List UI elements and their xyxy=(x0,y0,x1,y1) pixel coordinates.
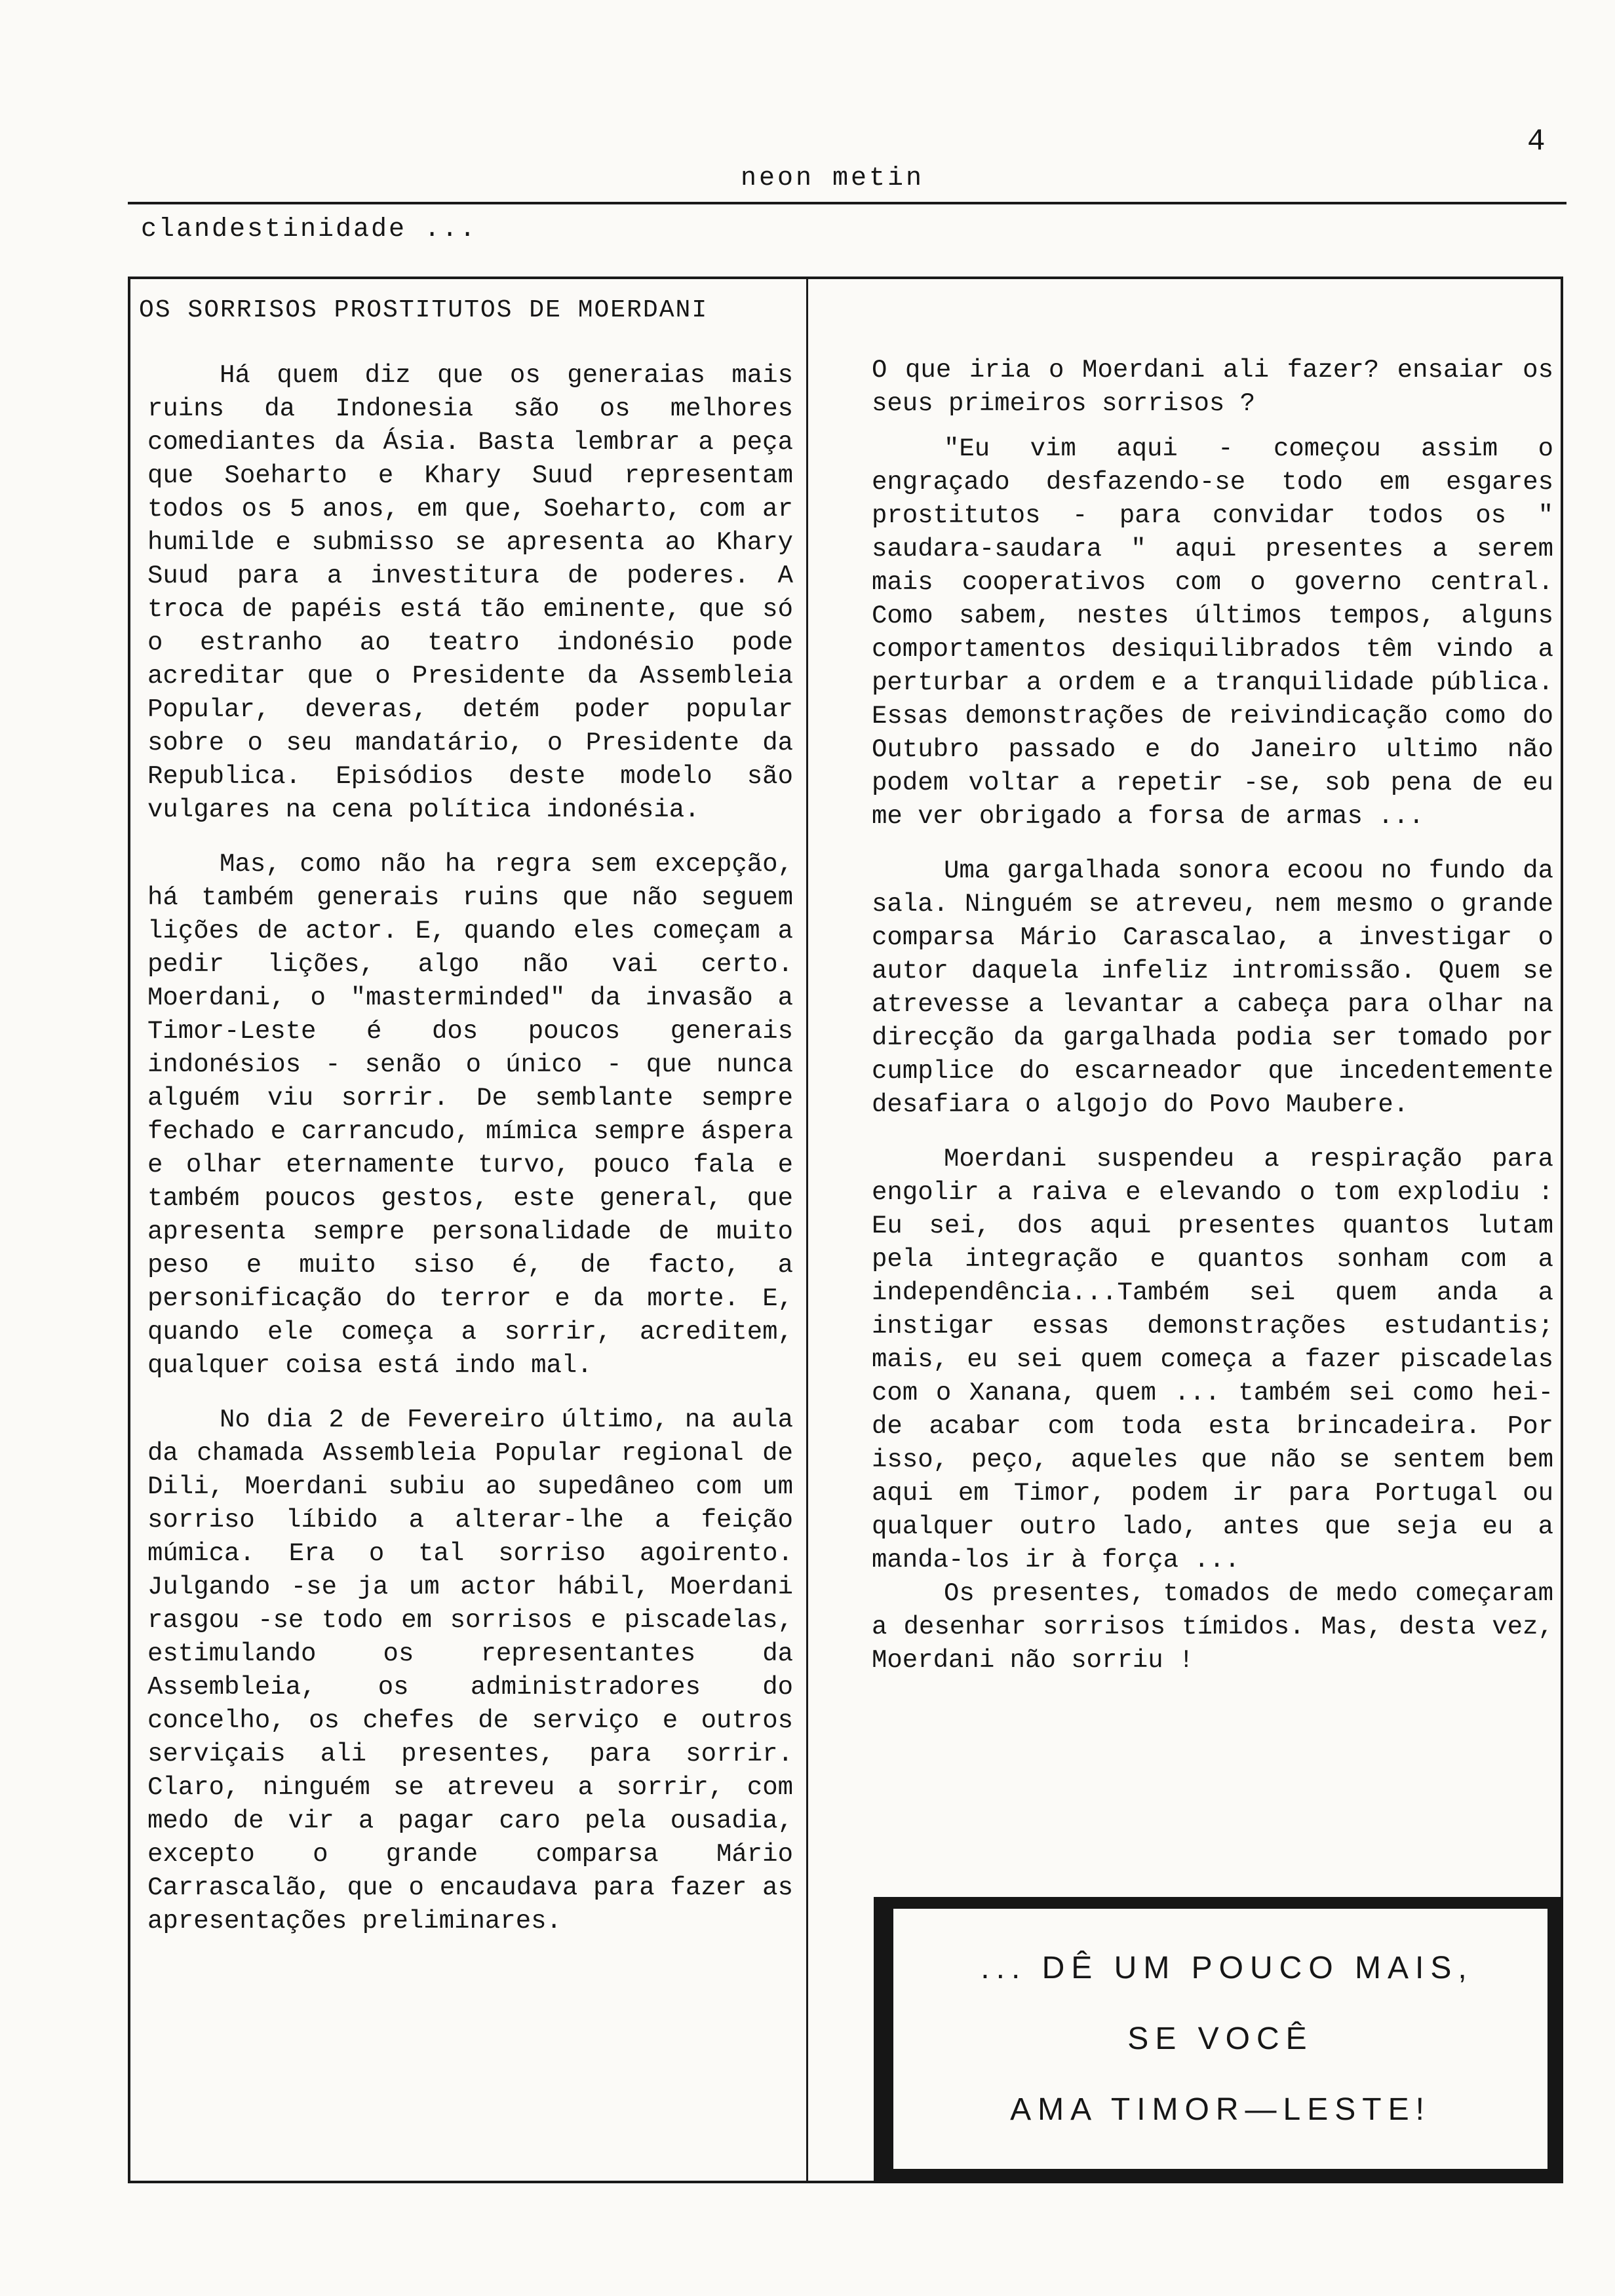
paragraph: "Eu vim aqui - começou assim o engraçado desfazendo-se todo em esgares prostitutos - para convidar todos os " saudara-saudara " aqui presentes a serem mais cooperativos com o governo central. Como sabem, nestes últimos tempos, alguns comportamentos desiquilibrados têm vindo a perturbar a ordem e a tranquilidade pública. Essas demonstrações de reivindicação como do Outubro passado e do Janeiro ultimo não podem voltar a repetir -se, sob pena de eu me ver obrigado a forsa de armas ... xyxy=(872,434,1553,831)
continuation-text: clandestinidade ... xyxy=(141,215,478,244)
article-title: OS SORRISOS PROSTITUTOS DE MOERDANI xyxy=(139,296,709,324)
promo-box xyxy=(874,1897,1563,2183)
left-column xyxy=(147,359,793,1959)
promo-line: ... DÊ UM POUCO MAIS, xyxy=(981,1950,1473,1985)
paragraph: No dia 2 de Fevereiro último, na aula da chamada Assembleia Popular regional de Dili, Moerdani subiu ao supedâneo com um sorriso líbido a alterar-lhe a feição múmica. Era o tal sorriso agoirento. Julgando -se ja um actor hábil, Moerdani rasgou -se todo em sorrisos e piscadelas, estimulando os representantes da Assembleia, os administradores do concelho, os chefes de serviço e outros serviçais ali presentes, para sorrir. Claro, ninguém se atreveu a sorrir, com medo de vir a pagar caro pela ousadia, excepto o grande comparsa Mário Carrascalão, que o encaudava para fazer as apresentações preliminares. xyxy=(147,1406,793,1936)
column-divider xyxy=(806,279,808,2183)
paragraph: Uma gargalhada sonora ecoou no fundo da sala. Ninguém se atreveu, nem mesmo o grande comparsa Mário Carascalao, a investigar o autor daquela infeliz intromissão. Quem se atrevesse a levantar a cabeça para olhar na direcção da gargalhada podia ser tomado por cumplice do escarneador que incedentemente desafiara o algojo do Povo Maubere. xyxy=(872,856,1553,1119)
header-rule xyxy=(128,202,1566,204)
newsletter-title: neon metin xyxy=(741,164,925,193)
paragraph: O que iria o Moerdani ali fazer? ensaiar os seus primeiros sorrisos ? xyxy=(872,356,1553,418)
paragraph: Mas, como não ha regra sem excepção, há também generais ruins que não seguem lições de actor. E, quando eles começam a pedir lições, algo não vai certo. Moerdani, o "masterminded" da invasão a Timor-Leste é dos poucos generais indonésios - senão o único - que nunca alguém viu sorrir. De semblante sempre fechado e carrancudo, mímica sempre áspera e olhar eternamente turvo, pouco fala e também poucos gestos, este general, que apresenta sempre personalidade de muito peso e muito siso é, de facto, a personificação do terror e da morte. E, quando ele começa a sorrir, acreditem, qualquer coisa está indo mal. xyxy=(147,850,793,1380)
paragraph: Moerdani suspendeu a respiração para engolir a raiva e elevando o tom explodiu : Eu sei, dos aqui presentes quantos lutam pela integração e quantos sonham com a independência...Também sei quem anda a instigar essas demonstrações estudantis; mais, eu sei quem começa a fazer piscadelas com o Xanana, quem ... também sei como hei-de acabar com toda esta brincadeira. Por isso, peço, aqueles que não se sentem bem aqui em Timor, podem ir para Portugal ou qualquer outro lado, antes que seja eu a manda-los ir à força ... xyxy=(872,1145,1553,1575)
promo-inner xyxy=(893,1909,1547,2169)
promo-line: SE VOCÊ xyxy=(1127,2021,1313,2056)
right-column xyxy=(872,354,1553,1677)
paragraph: Há quem diz que os generaias mais ruins da Indonesia são os melhores comediantes da Ásia. Basta lembrar a peça que Soeharto e Khary Suud representam todos os 5 anos, em que, Soeharto, com ar humilde e submisso se apresenta ao Khary Suud para a investitura de poderes. A troca de papéis está tão eminente, que só o estranho ao teatro indonésio pode acreditar que o Presidente da Assembleia Popular, deveras, detém poder popular sobre o seu mandatário, o Presidente da Republica. Episódios deste modelo são vulgares na cena política indonésia. xyxy=(147,361,793,824)
page-number: 4 xyxy=(1527,124,1546,159)
paragraph: Os presentes, tomados de medo começaram a desenhar sorrisos tímidos. Mas, desta vez, Moerdani não sorriu ! xyxy=(872,1579,1553,1675)
promo-line: AMA TIMOR—LESTE! xyxy=(1010,2092,1431,2127)
